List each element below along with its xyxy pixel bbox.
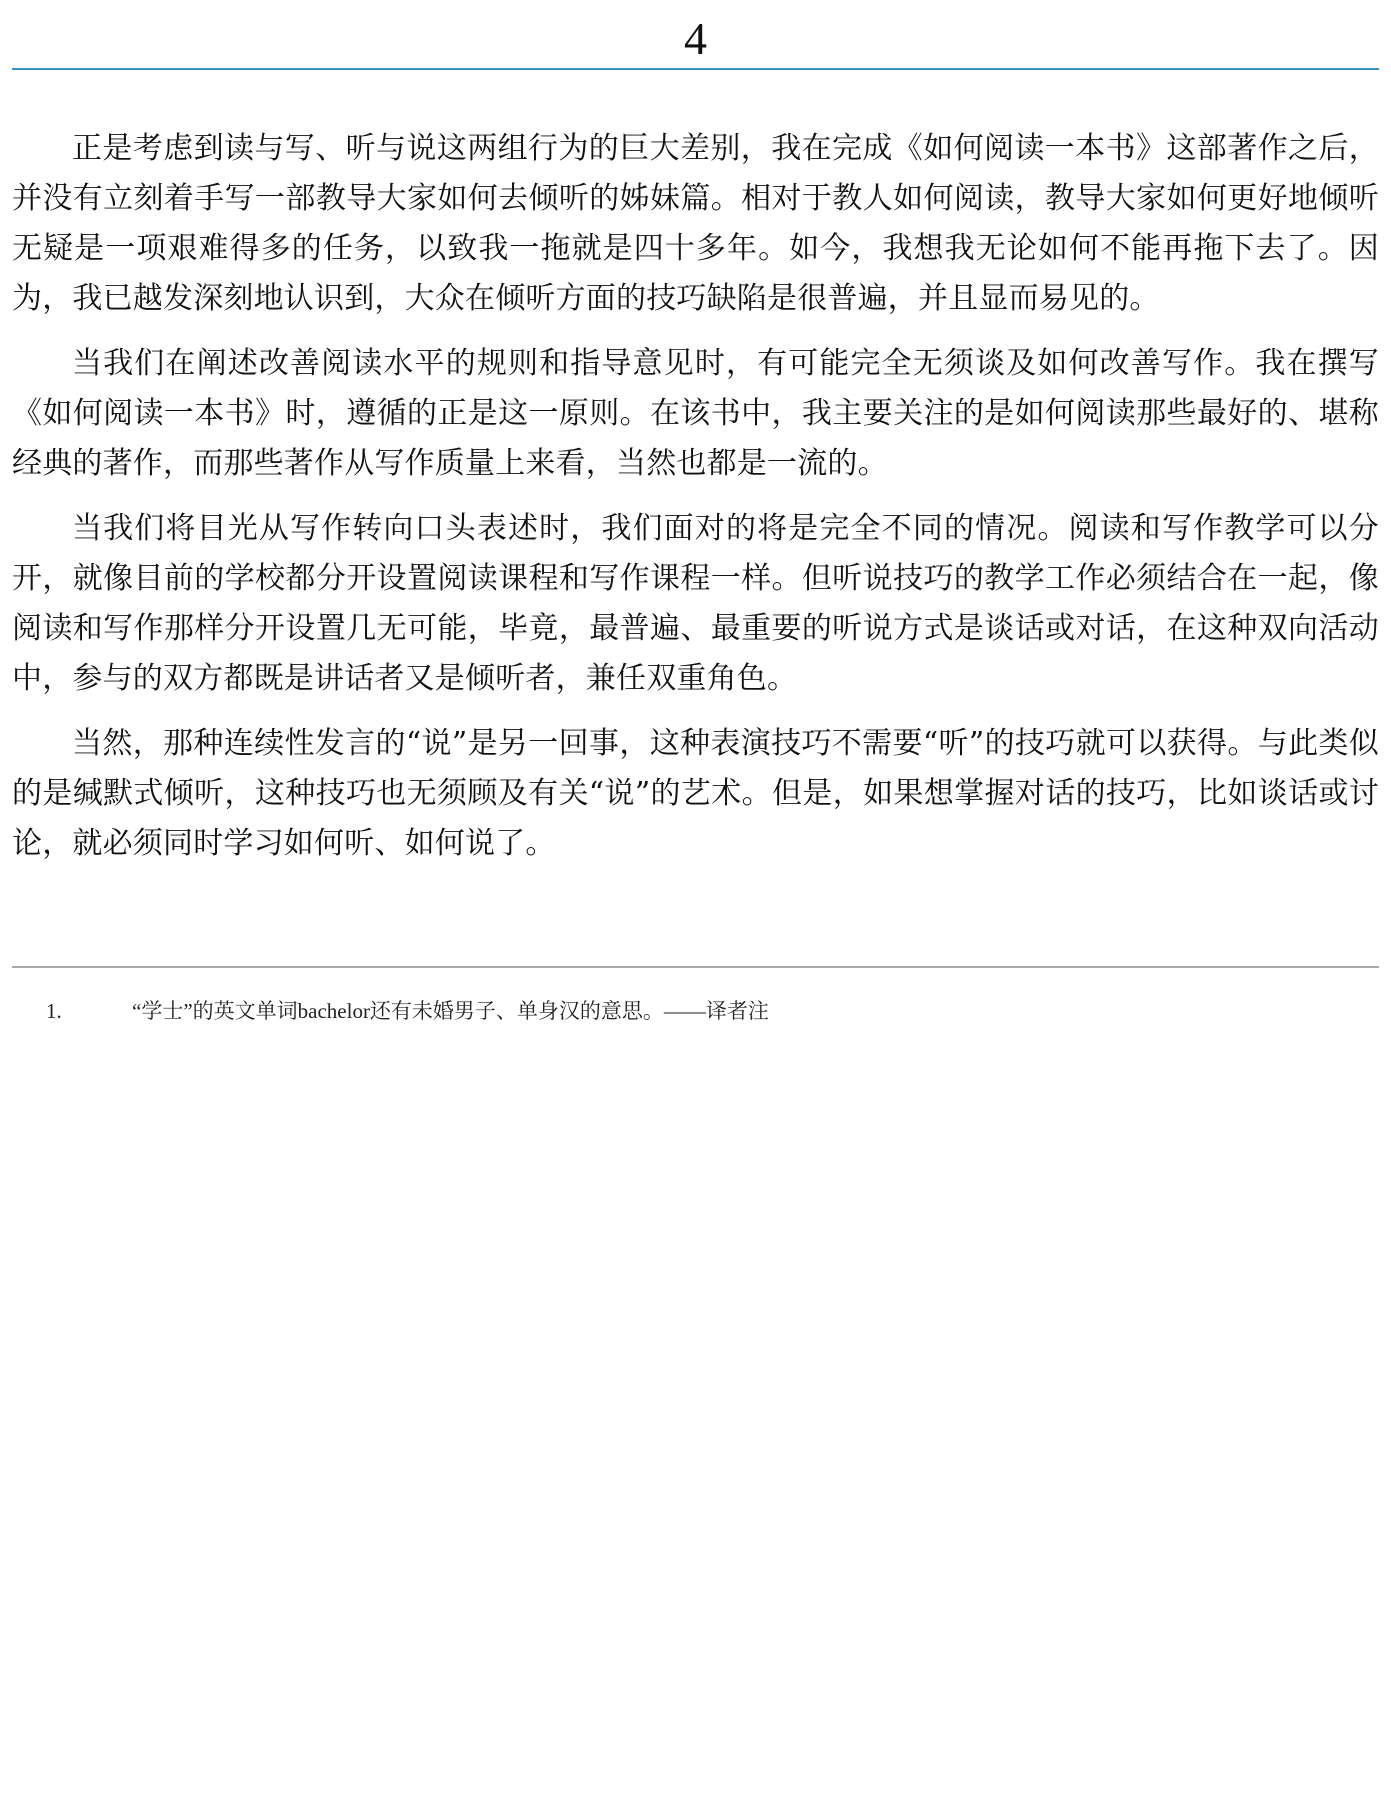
footnote-number: 1. (46, 999, 62, 1023)
page-number: 4 (684, 13, 707, 64)
footnote (46, 996, 769, 1026)
page-header (12, 0, 1379, 70)
paragraph-3: 当我们将目光从写作转向口头表述时，我们面对的将是完全不同的情况。阅读和写作教学可以分开，就像目前的学校都分开设置阅读课程和写作课程一样。但听说技巧的教学工作必须结合在一起，像阅读和写作那样分开设置几无可能，毕竟，最普遍、最重要的听说方式是谈话或对话，在这种双向活动中，参与的双方都既是讲话者又是倾听者，兼任双重角色。 (12, 511, 1379, 696)
paragraph-1: 正是考虑到读与写、听与说这两组行为的巨大差别，我在完成《如何阅读一本书》这部著作之后，并没有立刻着手写一部教导大家如何去倾听的姊妹篇。相对于教人如何阅读，教导大家如何更好地倾听无疑是一项艰难得多的任务，以致我一拖就是四十多年。如今，我想我无论如何不能再拖下去了。因为，我已越发深刻地认识到，大众在倾听方面的技巧缺陷是很普遍，并且显而易见的。 (12, 131, 1379, 316)
paragraph-2: 当我们在阐述改善阅读水平的规则和指导意见时，有可能完全无须谈及如何改善写作。我在撰写《如何阅读一本书》时，遵循的正是这一原则。在该书中，我主要关注的是如何阅读那些最好的、堪称经典的著作，而那些著作从写作质量上来看，当然也都是一流的。 (12, 346, 1379, 481)
body-text (12, 124, 1379, 884)
paragraph-4: 当然，那种连续性发言的“说”是另一回事，这种表演技巧不需要“听”的技巧就可以获得。与此类似的是缄默式倾听，这种技巧也无须顾及有关“说”的艺术。但是，如果想掌握对话的技巧，比如谈话或讨论，就必须同时学习如何听、如何说了。 (12, 726, 1379, 861)
footnote-text: “学士”的英文单词bachelor还有未婚男子、单身汉的意思。——译者注 (132, 999, 769, 1023)
footnote-divider (12, 966, 1379, 968)
